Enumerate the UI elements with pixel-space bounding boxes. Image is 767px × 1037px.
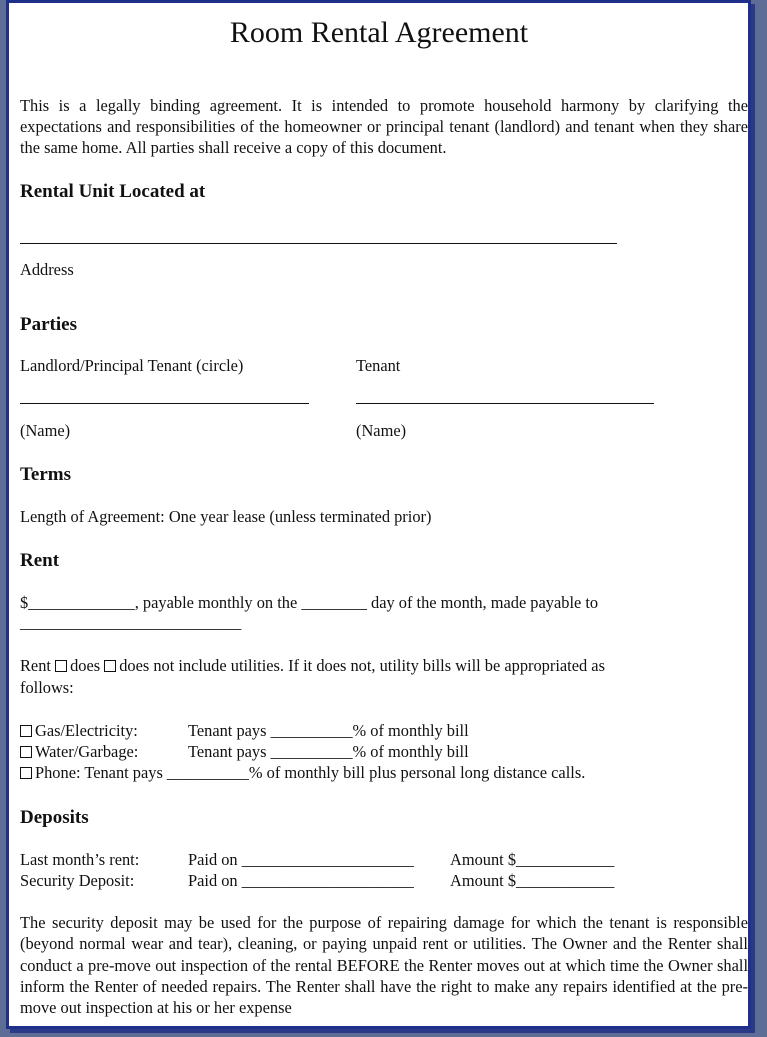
security-deposit-paid: Paid on _____________________ — [188, 871, 414, 890]
document-title: Room Rental Agreement — [229, 16, 529, 49]
address-label: Address — [20, 260, 74, 279]
gas-electricity-row: Gas/Electricity: — [20, 720, 138, 741]
agreement-length: Length of Agreement: One year lease (unless terminated prior) — [20, 507, 432, 526]
tenant-label: Tenant — [356, 356, 401, 375]
last-month-paid: Paid on _____________________ — [188, 850, 414, 869]
tenant-name-line[interactable] — [356, 403, 654, 404]
rent-payee-line: ___________________________ — [20, 613, 242, 632]
deposits-heading: Deposits — [20, 807, 89, 828]
utilities-follows: follows: — [20, 678, 74, 697]
parties-heading: Parties — [20, 314, 77, 335]
water-garbage-checkbox[interactable] — [20, 746, 32, 758]
water-garbage-share: Tenant pays __________% of monthly bill — [188, 742, 469, 761]
terms-heading: Terms — [20, 464, 72, 485]
tenant-name-label: (Name) — [356, 421, 407, 440]
gas-electricity-share: Tenant pays __________% of monthly bill — [188, 721, 469, 740]
does-checkbox[interactable] — [55, 660, 67, 672]
phone-checkbox[interactable] — [20, 767, 32, 779]
security-deposit-amount: Amount $____________ — [450, 871, 615, 890]
address-line[interactable] — [20, 243, 617, 244]
rent-heading: Rent — [20, 550, 60, 571]
rental-unit-heading: Rental Unit Located at — [20, 181, 206, 202]
landlord-label: Landlord/Principal Tenant (circle) — [20, 356, 244, 375]
does-not-checkbox[interactable] — [104, 660, 116, 672]
last-month-amount: Amount $____________ — [450, 850, 615, 869]
utilities-sentence: Rent does does not include utilities. If it does not, utility bills will be appropriated as — [20, 656, 605, 675]
gas-electricity-checkbox[interactable] — [20, 725, 32, 737]
last-month-label: Last month’s rent: — [20, 850, 140, 869]
landlord-name-line[interactable] — [20, 403, 309, 404]
intro-paragraph: This is a legally binding agreement. It is intended to promote household harmony by clarifying the expectations and responsibilities of the homeowner or principal tenant (landlord) and tenant when they share the same home. All parties shall receive a copy of this document. — [20, 96, 748, 157]
rent-amount-line: $_____________, payable monthly on the ________ day of the month, made payable to — [20, 593, 599, 612]
water-garbage-row: Water/Garbage: — [20, 741, 138, 762]
security-deposit-label: Security Deposit: — [20, 871, 135, 890]
document-page — [6, 0, 751, 1029]
landlord-name-label: (Name) — [20, 421, 71, 440]
deposit-terms-paragraph: The security deposit may be used for the purpose of repairing damage for which the tenant is responsible (beyond normal wear and tear), cleaning, or paying unpaid rent or utilities. The Owner and the Renter shall conduct a pre-move out inspection of the rental BEFORE the Renter moves out at which time the Owner shall inform the Renter of needed repairs. The Renter shall have the right to make any repairs identified at the pre-move out inspection at his or her expense — [20, 913, 748, 1018]
phone-row: Phone: Tenant pays __________% of monthly bill plus personal long distance calls. — [20, 762, 585, 783]
